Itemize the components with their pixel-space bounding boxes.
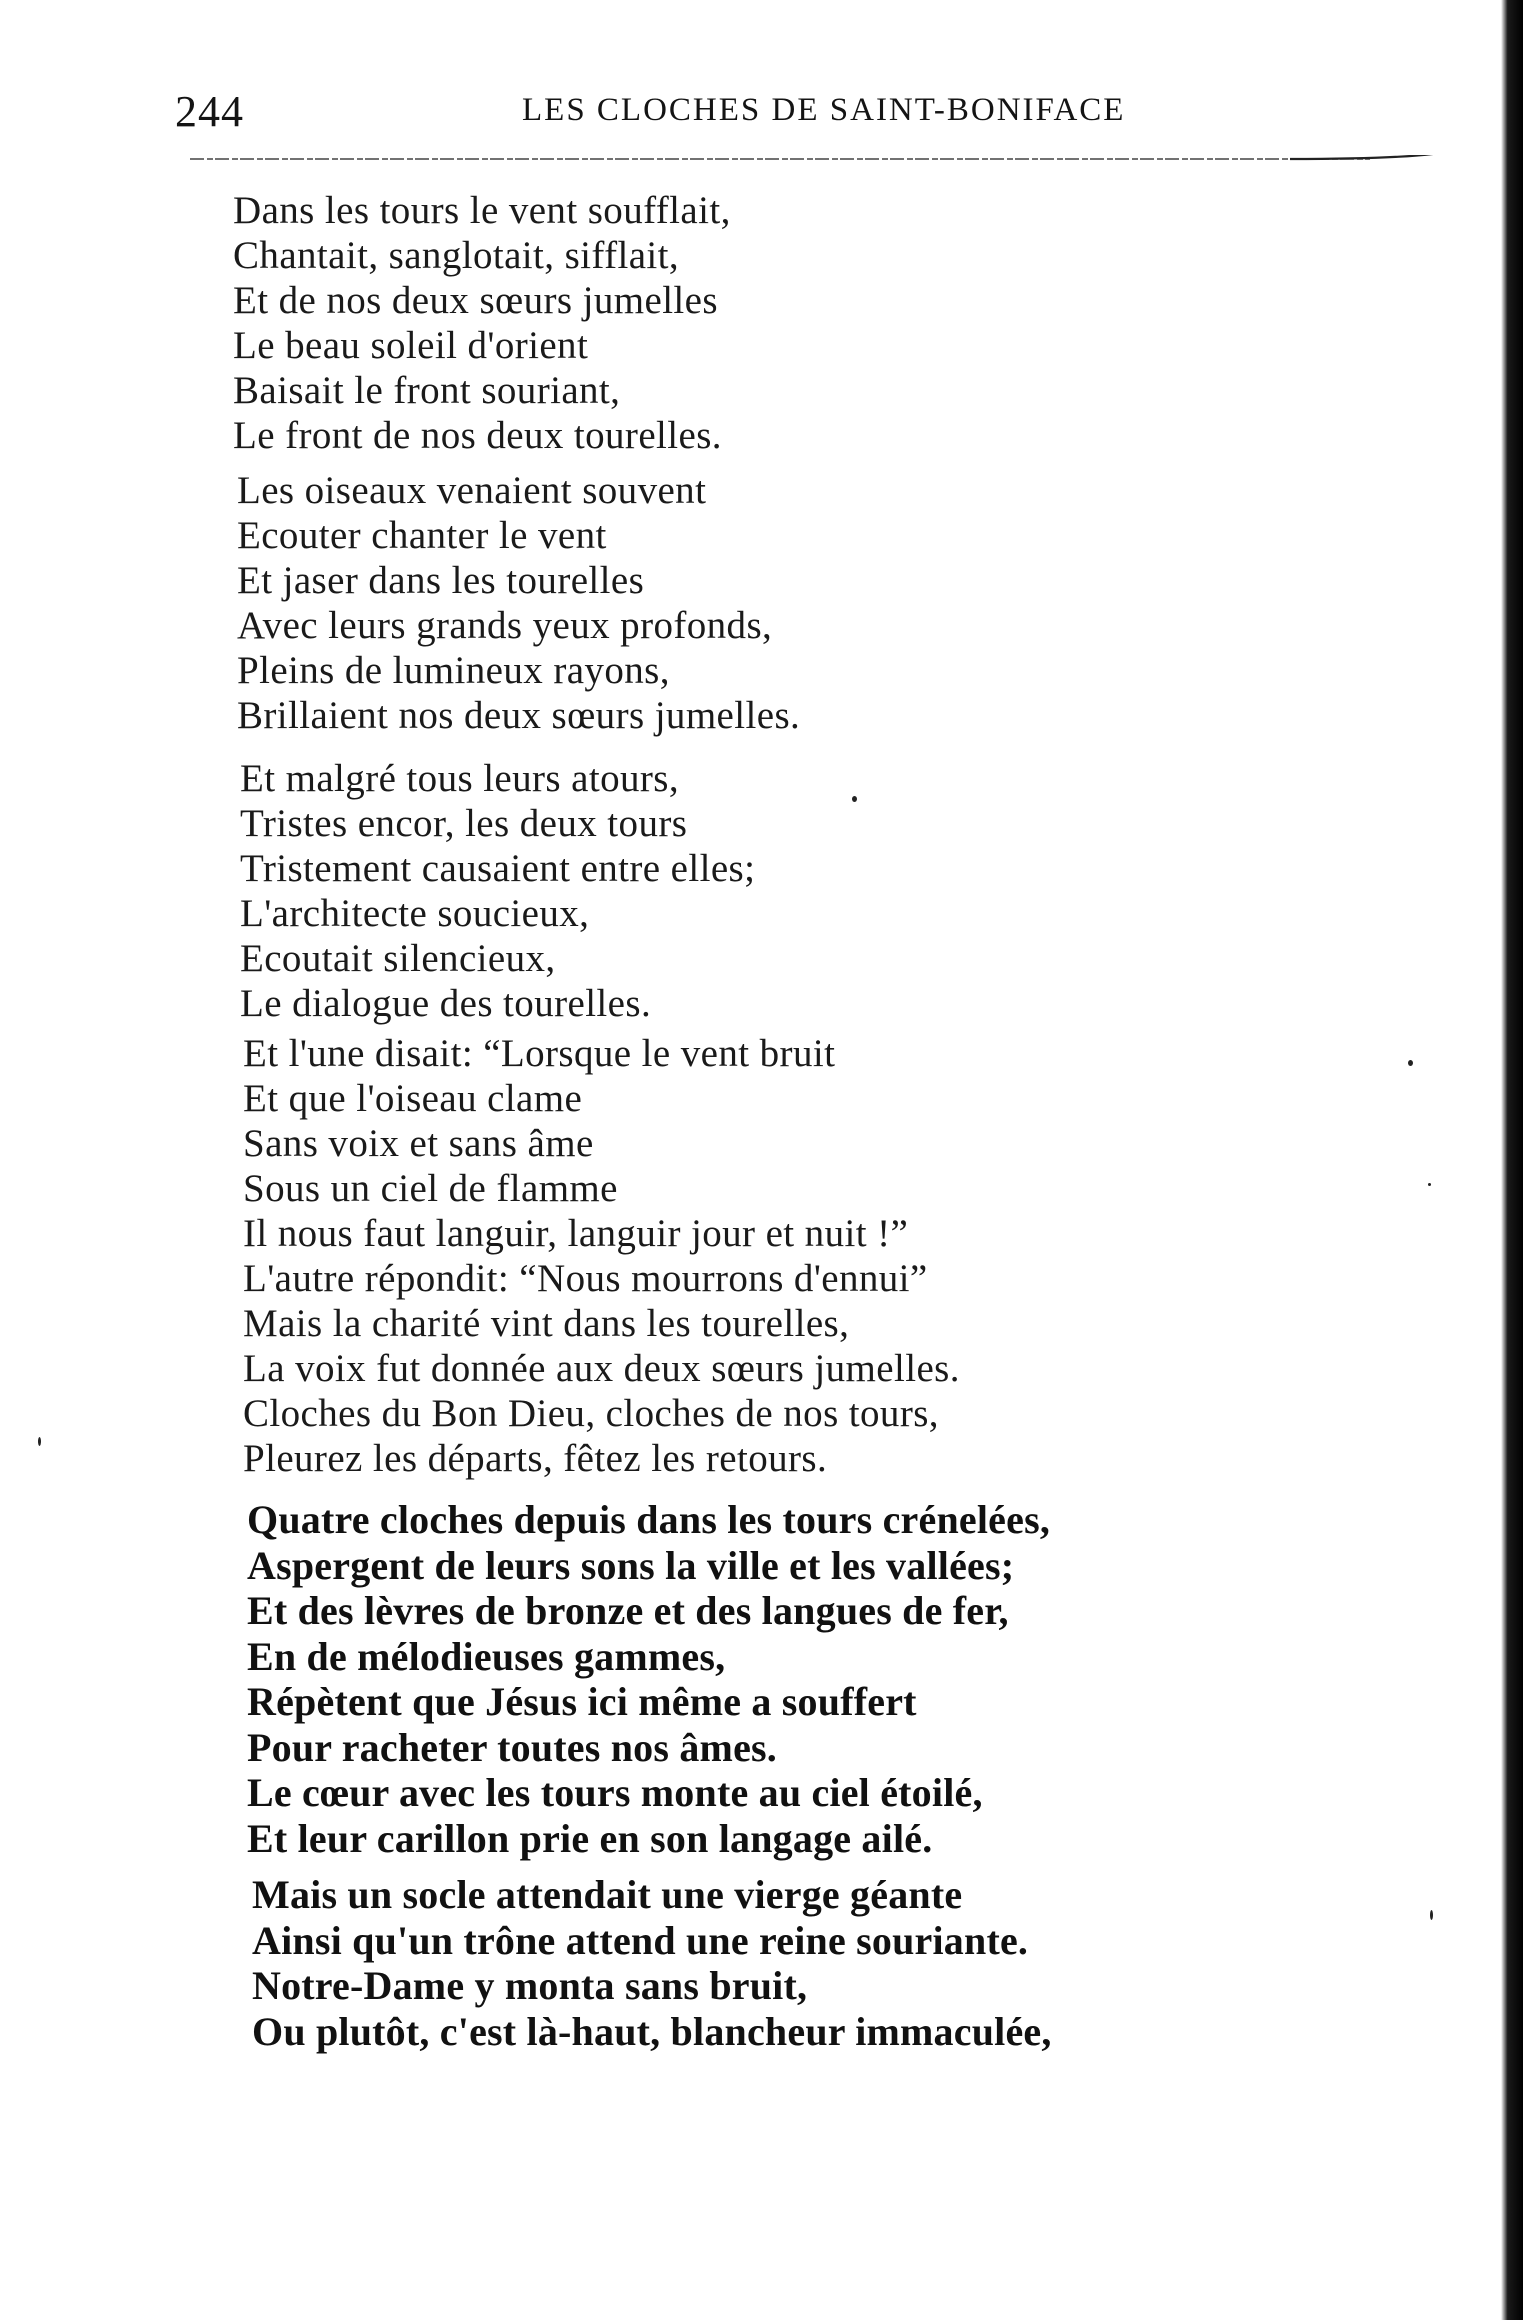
poem-line: Ecoutait silencieux, (240, 937, 556, 980)
poem-line: Baisait le front souriant, (233, 369, 621, 412)
poem-line: Le cœur avec les tours monte au ciel étoilé, (247, 1770, 983, 1815)
page-number: 244 (175, 87, 244, 136)
scan-speck (1428, 1183, 1431, 1186)
poem-line: Ecouter chanter le vent (237, 514, 607, 557)
poem-line: Aspergent de leurs sons la ville et les vallées; (247, 1542, 1015, 1588)
poem-line: Et jaser dans les tourelles (237, 559, 645, 602)
scan-speck (1408, 1060, 1413, 1066)
poem-line: Le dialogue des tourelles. (240, 982, 652, 1025)
poem-line: Pour racheter toutes nos âmes. (247, 1724, 777, 1770)
poem-line: Tristes encor, les deux tours (240, 802, 688, 845)
poem-line: En de mélodieuses gammes, (247, 1633, 726, 1679)
poem-line: Sans voix et sans âme (243, 1122, 594, 1165)
poem-line: Pleins de lumineux rayons, (237, 649, 670, 692)
scan-speck (38, 1437, 41, 1446)
poem-line: Mais la charité vint dans les tourelles, (243, 1302, 850, 1345)
scan-speck (852, 796, 857, 802)
poem-line: La voix fut donnée aux deux sœurs jumelles. (243, 1347, 960, 1390)
poem-line: Et des lèvres de bronze et des langues de fer, (247, 1588, 1009, 1633)
poem-line: Ainsi qu'un trône attend une reine souriante. (252, 1917, 1029, 1963)
scan-speck (1430, 1910, 1433, 1920)
poem-line: Quatre cloches depuis dans les tours crénelées, (247, 1497, 1051, 1542)
poem-line: L'architecte soucieux, (240, 892, 590, 935)
poem-line: Le front de nos deux tourelles. (233, 414, 722, 457)
poem-line: Et malgré tous leurs atours, (240, 757, 680, 800)
stanza-2 (237, 468, 800, 738)
poem-line: Le beau soleil d'orient (233, 324, 589, 367)
header-rule (190, 155, 1440, 167)
scan-page-edge (1501, 0, 1523, 2320)
poem-line: Brillaient nos deux sœurs jumelles. (237, 694, 801, 737)
poem-line: Les oiseaux venaient souvent (237, 469, 707, 512)
poem-line: Mais un socle attendait une vierge géante (252, 1872, 963, 1917)
poem-line: Répètent que Jésus ici même a souffert (247, 1679, 917, 1724)
poem-line: Cloches du Bon Dieu, cloches de nos tours, (243, 1392, 939, 1435)
poem-line: Tristement causaient entre elles; (240, 847, 756, 890)
poem-line: Il nous faut languir, languir jour et nuit !” (243, 1212, 909, 1255)
poem-line: L'autre répondit: “Nous mourrons d'ennui” (243, 1257, 928, 1300)
stanza-6 (252, 1872, 1052, 2054)
stanza-3 (240, 756, 755, 1026)
poem-line: Notre-Dame y monta sans bruit, (252, 1963, 808, 2008)
stanza-1 (233, 188, 731, 458)
poem-line: Et leur carillon prie en son langage ailé. (247, 1815, 933, 1861)
poem-line: Et que l'oiseau clame (243, 1077, 583, 1120)
poem-line: Et de nos deux sœurs jumelles (233, 279, 718, 322)
poem-line: Sous un ciel de flamme (243, 1167, 618, 1210)
poem-line: Ou plutôt, c'est là-haut, blancheur immaculée, (252, 2008, 1052, 2054)
poem-line: Dans les tours le vent soufflait, (233, 189, 731, 232)
poem-line: Avec leurs grands yeux profonds, (237, 604, 773, 647)
poem-line: Pleurez les départs, fêtez les retours. (243, 1437, 828, 1480)
stanza-4 (243, 1031, 960, 1481)
stanza-5 (247, 1497, 1050, 1861)
poem-line: Et l'une disait: “Lorsque le vent bruit (243, 1032, 836, 1075)
poem-line: Chantait, sanglotait, sifflait, (233, 234, 680, 277)
running-title: LES CLOCHES DE SAINT-BONIFACE (522, 92, 1126, 128)
